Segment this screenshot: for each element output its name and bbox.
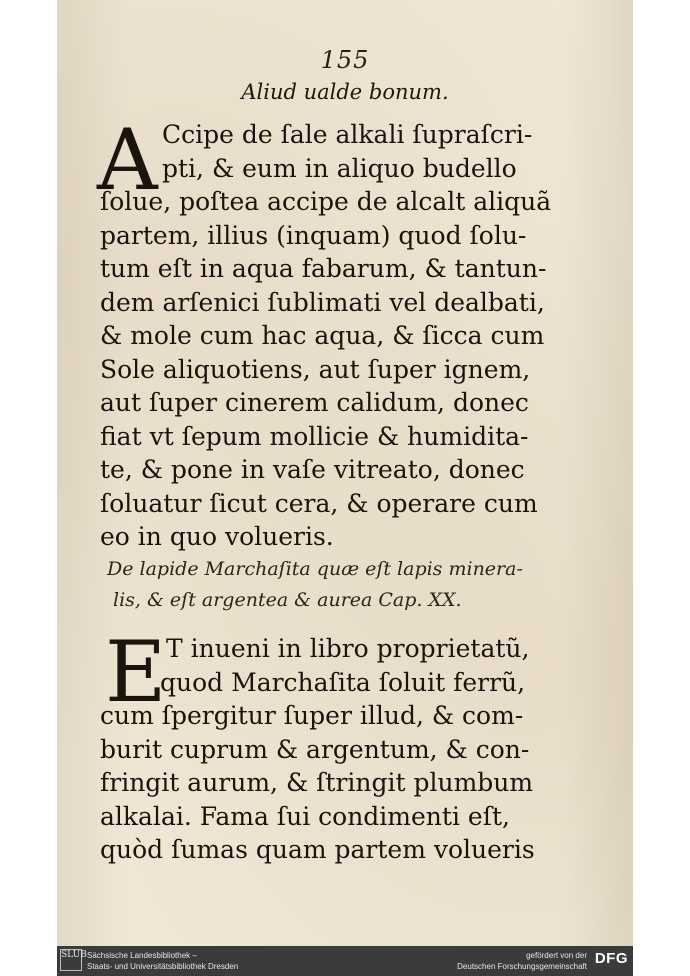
section-heading: Aliud ualde bonum. [241,80,449,104]
drop-cap-a: A [97,111,158,209]
dfg-logo: DFG [594,950,628,967]
text-line: partem, illius (inquam) quod ſolu- [100,220,527,250]
library-name-line-2: Staats- und Universitätsbibliothek Dresden [87,962,239,971]
text-line: burit cuprum & argentum, & con- [100,734,530,764]
text-line: pti, & eum in aliquo budello [162,153,517,183]
text-line: eo in quo volueris. [100,522,334,551]
chapter-heading [107,554,587,616]
text-line: ſoluatur ſicut cera, & operare cum [100,488,538,518]
footer-bar [57,946,633,976]
text-line: Sole aliquotiens, aut ſuper ignem, [100,354,531,384]
text-line: fringit aurum, & ſtringit plumbum [100,768,534,797]
funding-credit [457,950,587,972]
text-line: dem arſenici ſublimati vel dealbati, [100,287,545,317]
paragraph-2 [100,623,600,867]
text-line: T inueni in libro proprietatũ, [166,634,530,663]
text-line: fiat vt ſepum mollicie & humidita- [100,421,529,451]
text-line: te, & pone in vaſe vitreato, donec [100,455,525,484]
paragraph-1 [100,118,600,554]
text-line: ſolue, poſtea accipe de alcalt aliquã [100,187,552,216]
text-line: & mole cum hac aqua, & ſicca cum [100,321,545,350]
page-number: 155 [320,46,370,74]
text-line: cum ſpergitur ſuper illud, & com- [100,701,524,730]
text-line: aut ſuper cinerem calidum, donec [100,388,529,417]
library-name-line-1: Sächsische Landesbibliothek – [87,951,197,960]
library-credit [87,950,238,972]
text-line: alkalai. Fama ſui condimenti eſt, [100,801,510,831]
slub-logo: SLUB [60,949,82,971]
chapter-heading-line: lis, & eſt argentea & aurea Cap. XX. [113,589,462,611]
funding-line-2: Deutschen Forschungsgemeinschaft [457,962,587,971]
chapter-heading-line: De lapide Marchaſita quæ eſt lapis minera- [107,558,523,580]
text-line: quod Marchaſita ſoluit ferrũ, [160,667,526,697]
text-line: tum eſt in aqua fabarum, & tantun- [100,254,547,283]
drop-cap-e: E [105,623,167,721]
book-page [57,0,633,946]
text-line: Ccipe de ſale alkali ſupraſcri- [162,120,533,149]
text-line: quòd ſumas quam partem volueris [100,835,535,864]
funding-line-1: gefördert von der [526,951,587,960]
